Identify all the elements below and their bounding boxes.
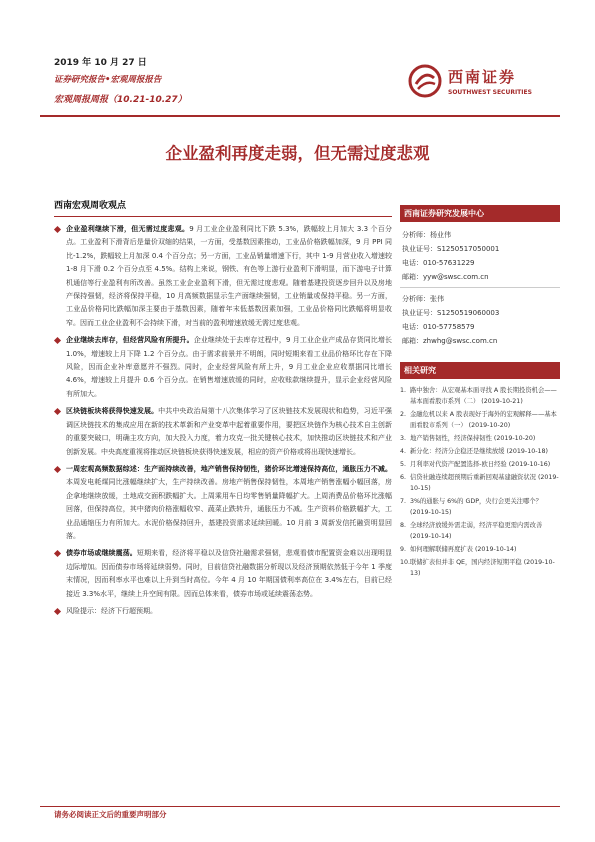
bullet-icon bbox=[54, 550, 61, 557]
paragraph-text: 本周发电耗煤同比涨幅继续扩大，生产持续改善。房地产销售保持韧性，本周地产销售涨幅小幅回落，房企拿地继续放缓，土地成交面积跌幅扩大。上周乘用车日均零售销量降幅扩大。上周消费品价格环比涨幅回落，但保持高位，其中猪肉价格涨幅收窄、蔬菜止跌转升，通胀压力不减。生产资料价格跌幅扩大，工业品通缩压力有所加大。水泥价格保持回升，基建投资需求延续回暖。10 月前 3 周新发信托融资明显回落。 bbox=[66, 478, 392, 540]
related-item-text: 月利率对代资产配置选择-欧日经验 (2019-10-16) bbox=[410, 461, 551, 468]
report-type: 证券研究报告•宏观周报报告 bbox=[54, 75, 162, 85]
main-heading: 西南宏观周收观点 bbox=[54, 198, 392, 217]
sidebar-heading: 西南证券研究发展中心 bbox=[400, 205, 560, 222]
paragraph-lead: 一周宏观高频数据综述：生产面持续改善，地产销售保持韧性，猪价环比增速保持高位，通胀压力不减。 bbox=[66, 464, 392, 473]
related-item[interactable] bbox=[400, 433, 560, 444]
related-item-number: 4. bbox=[400, 448, 407, 455]
related-item-number: 10. bbox=[400, 559, 411, 566]
related-item-text: 路中独舍：从宏观基本面寻找 A 股长期投资机会——基本面看股市系列（二） (2019-10-21) bbox=[410, 387, 557, 405]
main-column bbox=[54, 198, 392, 622]
summary-paragraph bbox=[54, 547, 392, 601]
bullet-icon bbox=[54, 226, 61, 233]
related-item[interactable] bbox=[400, 520, 560, 542]
bullet-icon bbox=[54, 466, 61, 473]
analyst-list bbox=[400, 228, 560, 348]
related-item-text: 地产销售韧性，经济保持韧性 (2019-10-20) bbox=[410, 435, 536, 442]
paragraph-text: 短期来看，经济将平稳以及信贷社融需求强韧，悲观看债市配置资金难以出现明显边际增加。因而债券市场将延续弱势。同时，目前信贷社融数据分析现以及经济预期依然低于今年 1 季度末情况，因而利率水平也难以上升到当时高位。今年 4 月 10 年期国债利率高位在 3.4%左右，目前已经接近 3.3%水平，继续上升空间有限。因而总体来看，债券市场或延续震荡态势。 bbox=[66, 549, 393, 598]
company-logo bbox=[408, 58, 558, 108]
related-item-text: 联储扩表但并非 QE，国内经济短期平稳 (2019-10-13) bbox=[410, 559, 555, 577]
analyst-email[interactable]: 邮箱：yyw@swsc.com.cn bbox=[402, 273, 489, 281]
related-item-number: 3. bbox=[400, 435, 407, 442]
report-date: 2019 年 10 月 27 日 bbox=[54, 58, 147, 68]
report-title: 企业盈利再度走弱，但无需过度悲观 bbox=[165, 144, 430, 163]
analyst-phone: 电话：010-57631229 bbox=[402, 259, 475, 267]
analyst-license: 执业证号：S1250517050001 bbox=[402, 245, 500, 253]
related-item-number: 6. bbox=[400, 474, 407, 481]
related-item-text: 金融危机以来 A 股表现好于海外的宏观解释——基本面看股市系列（一） (2019-10-20) bbox=[410, 411, 557, 429]
paragraph-text: 9 月工业企业盈利同比下跌 5.3%，跌幅较上月加大 3.3 个百分点。工业盈利下滑背后是量价双缩的结果，一方面，受基数因素推动，工业品价格跌幅加深，9 月 PPI 同比-1.2%，跌幅较上月加深 0.4 个百分点；另一方面，工业品销量增速下行，其中 1-9 月营业收入增速较 1-8 月下滑 0.2 个百分点至 4.5%。结构上来说，钢铁、有色等上游行业盈利下滑明显，而下游电子计算机通信等行业盈利有所改善。虽然工业企业盈利下滑，但无需过度悲观。随着基建投资逐步回升以及房地产保持强韧，经济将保持平稳，10 月高频数据显示生产面继续强韧，工业销量或保持平稳。另一方面，工业品价格同比跌幅加深主要由于基数因素，随着年末低基数因素加强，工业品价格同比跌幅将明显收窄。因而工业企业盈利不会持续下滑，对当前的盈利增速放缓无需过度悲观。 bbox=[66, 225, 393, 327]
related-item[interactable] bbox=[400, 557, 560, 579]
related-item-text: 3%的通胀与 6%的 GDP，央行会更关注哪个？ (2019-10-15) bbox=[410, 498, 542, 516]
analyst-email[interactable]: 邮箱：zhwhg@swsc.com.cn bbox=[402, 337, 498, 345]
sidebar bbox=[400, 205, 560, 581]
paragraph-text: 中共中央政治局第十八次集体学习了区块链技术发展现状和趋势，习近平强调区块链技术的集成应用在新的技术革新和产业变革中起着重要作用，要把区块链作为核心技术自主创新的重要突破口，明确主攻方向，加大投入力度，着力攻克一批关键核心技术，加快推动区块链技术和产业创新发展。中央高度重视将推动区块链板块获得快速发展，相应的资产价格或将出现快速增长。 bbox=[66, 407, 392, 456]
bullet-icon bbox=[54, 337, 61, 344]
analyst-analyst: 分析师：张伟 bbox=[402, 295, 444, 303]
paragraph-lead: 区块链板块将获得快速发展。 bbox=[66, 407, 159, 416]
related-item-text: 如何理解联储再度扩表 (2019-10-14) bbox=[410, 546, 517, 553]
logo-name-en: SOUTHWEST SECURITIES bbox=[448, 89, 532, 96]
paragraph-list bbox=[54, 223, 392, 618]
related-item[interactable] bbox=[400, 385, 560, 407]
related-item-number: 8. bbox=[400, 522, 407, 529]
related-item-number: 5. bbox=[400, 461, 407, 468]
related-item-number: 7. bbox=[400, 498, 407, 505]
related-item-number: 2. bbox=[400, 411, 407, 418]
logo-emblem-icon bbox=[408, 64, 442, 98]
paragraph-lead: 企业盈利继续下滑，但无需过度悲观。 bbox=[66, 225, 190, 233]
related-heading: 相关研究 bbox=[400, 362, 560, 379]
analyst-block bbox=[400, 292, 560, 348]
footer-divider bbox=[40, 806, 560, 807]
analyst-phone: 电话：010-57758579 bbox=[402, 323, 475, 331]
summary-paragraph bbox=[54, 334, 392, 401]
footer-disclaimer: 请务必阅读正文后的重要声明部分 bbox=[54, 810, 167, 819]
summary-paragraph bbox=[54, 405, 392, 459]
related-item[interactable] bbox=[400, 409, 560, 431]
paragraph-lead: 债券市场或继续震荡。 bbox=[66, 549, 137, 558]
related-item-text: 信贷社融连续超预期后重新回观基建融资状况 (2019-10-15) bbox=[410, 474, 559, 492]
analyst-license: 执业证号：S1250519060003 bbox=[402, 309, 500, 317]
analyst-analyst: 分析师：杨业伟 bbox=[402, 231, 451, 239]
logo-name-cn: 西南证券 bbox=[448, 68, 517, 86]
related-item[interactable] bbox=[400, 496, 560, 518]
related-item[interactable] bbox=[400, 459, 560, 470]
summary-paragraph bbox=[54, 463, 392, 543]
paragraph-lead: 企业继续去库存，但经营风险有所提升。 bbox=[66, 336, 194, 345]
related-item[interactable] bbox=[400, 544, 560, 555]
related-item-number: 1. bbox=[400, 387, 407, 394]
summary-paragraph bbox=[54, 605, 392, 618]
summary-paragraph bbox=[54, 223, 392, 330]
bullet-icon bbox=[54, 408, 61, 415]
paragraph-text: 企业继续处于去库存过程中，9 月工业企业产成品存货同比增长 1.0%，增速较上月下降 1.2 个百分点。由于需求前景并不明朗，同时短期来看工业品价格环比存在下降风险，因而企业补库意愿并不强烈。同时，企业经营风险有所上升，9 月工业企业应收票据同比增长 4.6%，增速较上月提升 0.6 个百分点。在销售增速放缓的同时，应收账款继续提升，显示企业经营风险有所加大。 bbox=[66, 336, 392, 398]
header-divider bbox=[40, 115, 560, 117]
related-item[interactable] bbox=[400, 472, 560, 494]
bullet-icon bbox=[54, 608, 61, 615]
analyst-divider bbox=[400, 287, 560, 288]
related-list bbox=[400, 385, 560, 579]
paragraph-text: 风险提示：经济下行超预期。 bbox=[66, 606, 157, 615]
related-item-text: 全球经济放缓外需走弱，经济平稳更需内需改善 (2019-10-14) bbox=[410, 522, 543, 540]
weekly-label: 宏观周报周报（10.21-10.27） bbox=[54, 95, 187, 105]
related-item-number: 9. bbox=[400, 546, 407, 553]
related-item[interactable] bbox=[400, 446, 560, 457]
related-item-text: 新分化：经济分企稳还是继续放缓 (2019-10-18) bbox=[410, 448, 548, 455]
analyst-block bbox=[400, 228, 560, 288]
